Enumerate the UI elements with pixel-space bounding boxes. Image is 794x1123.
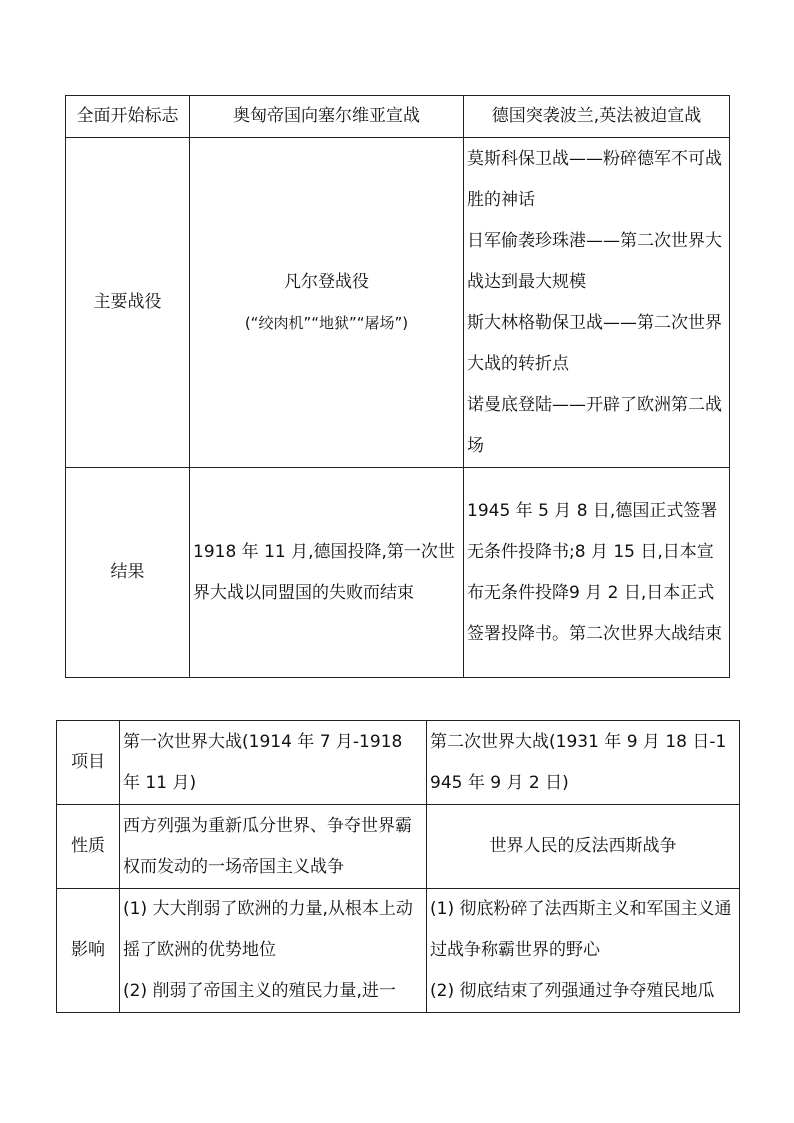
ww2-impact-item-1: (1) 彻底粉碎了法西斯主义和军国主义通过战争称霸世界的野心 bbox=[430, 899, 732, 960]
ww2-battle-pearl-harbor: 日军偷袭珍珠港——第二次世界大战达到最大规模 bbox=[467, 230, 722, 292]
ww1-start-marker: 奥匈帝国向塞尔维亚宣战 bbox=[190, 96, 464, 138]
ww1-impact bbox=[120, 889, 427, 1013]
ww1-main-battles bbox=[190, 138, 464, 468]
ww2-header: 第二次世界大战(1931 年 9 月 18 日-1945 年 9 月 2 日) bbox=[427, 721, 740, 805]
ww2-battle-moscow: 莫斯科保卫战——粉碎德军不可战胜的神话 bbox=[467, 148, 722, 210]
ww2-start-marker: 德国突袭波兰,英法被迫宣战 bbox=[464, 96, 730, 138]
ww2-impact bbox=[427, 889, 740, 1013]
row-label-result: 结果 bbox=[66, 468, 190, 678]
table-row-result bbox=[66, 468, 730, 678]
table-row-nature bbox=[57, 805, 740, 889]
ww2-battle-normandy: 诺曼底登陆——开辟了欧洲第二战场 bbox=[467, 394, 722, 456]
ww2-impact-clip bbox=[430, 889, 736, 1012]
table-row-impact bbox=[57, 889, 740, 1013]
row-label-main-battles: 主要战役 bbox=[66, 138, 190, 468]
table-row-header bbox=[57, 721, 740, 805]
ww-comparison-table-2 bbox=[56, 720, 740, 1013]
ww1-battle-nicknames: (“绞肉机”“地狱”“屠场”) bbox=[244, 313, 409, 332]
ww2-impact-item-2: (2) 彻底结束了列强通过争夺殖民地瓜 bbox=[430, 981, 715, 1001]
row-label-start-marker: 全面开始标志 bbox=[66, 96, 190, 138]
ww1-battle-name: 凡尔登战役 bbox=[284, 271, 369, 292]
table-row-main-battles bbox=[66, 138, 730, 468]
ww1-impact-item-2: (2) 削弱了帝国主义的殖民力量,进一 bbox=[123, 981, 396, 1001]
row-label-impact: 影响 bbox=[57, 889, 120, 1013]
ww1-result: 1918 年 11 月,德国投降,第一次世界大战以同盟国的失败而结束 bbox=[190, 468, 464, 678]
ww2-result: 1945 年 5 月 8 日,德国正式签署无条件投降书;8 月 15 日,日本宣布无条件投降9 月 2 日,日本正式签署投降书。第二次世界大战结束 bbox=[464, 468, 730, 678]
row-label-nature: 性质 bbox=[57, 805, 120, 889]
ww-comparison-table-1 bbox=[65, 95, 730, 678]
ww2-main-battles bbox=[464, 138, 730, 468]
row-label-item: 项目 bbox=[57, 721, 120, 805]
ww1-header: 第一次世界大战(1914 年 7 月-1918 年 11 月) bbox=[120, 721, 427, 805]
ww1-impact-item-1: (1) 大大削弱了欧洲的力量,从根本上动摇了欧洲的优势地位 bbox=[123, 899, 413, 960]
ww2-battle-stalingrad: 斯大林格勒保卫战——第二次世界大战的转折点 bbox=[467, 312, 722, 374]
ww2-nature: 世界人民的反法西斯战争 bbox=[427, 805, 740, 889]
ww1-nature: 西方列强为重新瓜分世界、争夺世界霸权而发动的一场帝国主义战争 bbox=[120, 805, 427, 889]
ww1-impact-clip bbox=[123, 889, 423, 1012]
table-row-start-marker bbox=[66, 96, 730, 138]
